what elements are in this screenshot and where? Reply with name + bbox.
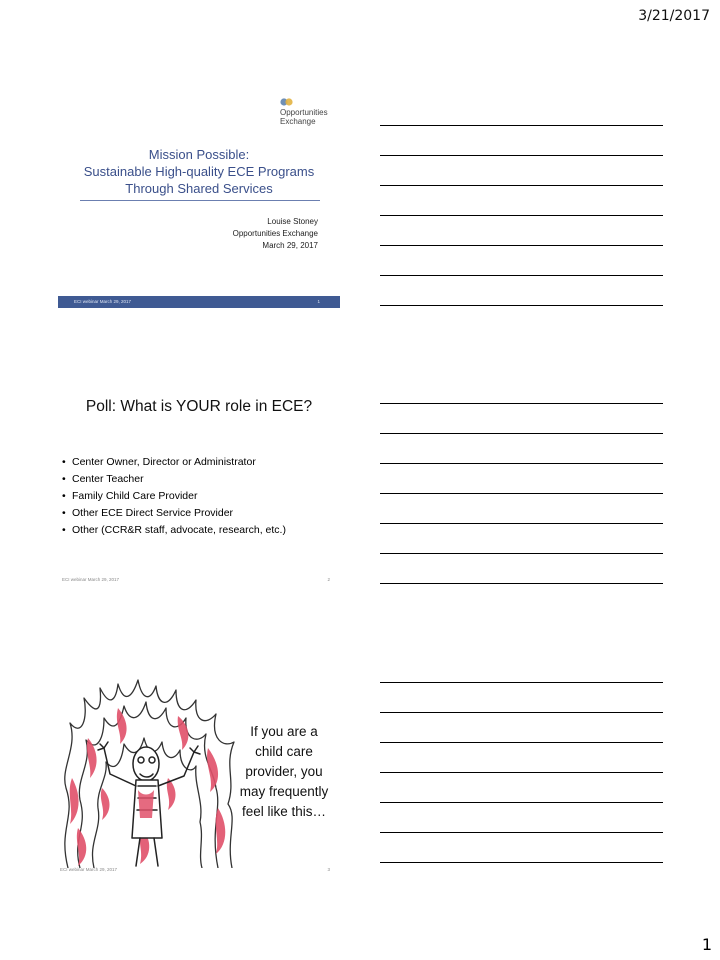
slide-1 bbox=[58, 88, 340, 310]
slide-3-text bbox=[234, 722, 334, 822]
text-line5: feel like this… bbox=[241, 804, 327, 819]
title-line1: Mission Possible: bbox=[148, 147, 250, 162]
list-item: • Center Teacher bbox=[62, 471, 286, 488]
list-item: • Center Owner, Director or Administrator bbox=[62, 454, 286, 471]
logo-line1: Opportunities bbox=[280, 108, 328, 117]
slide-2 bbox=[58, 384, 340, 606]
footer-slide-number: 2 bbox=[327, 577, 330, 582]
text-line1: If you are a bbox=[250, 724, 318, 739]
person-in-flames-illustration bbox=[58, 678, 240, 868]
presentation-date: March 29, 2017 bbox=[262, 241, 318, 250]
presenter-name: Louise Stoney bbox=[267, 217, 318, 226]
notes-lines-3 bbox=[380, 682, 663, 892]
slide-3 bbox=[58, 668, 340, 890]
notes-lines-1 bbox=[380, 125, 663, 335]
footer-left: ECI webinar March 29, 2017 bbox=[74, 299, 132, 304]
title-line2: Sustainable High-quality ECE Programs bbox=[83, 164, 315, 179]
presenter-info bbox=[233, 216, 318, 252]
role-bullet-list bbox=[62, 454, 286, 539]
title-divider bbox=[80, 200, 320, 201]
list-item: • Other ECE Direct Service Provider bbox=[62, 505, 286, 522]
list-item: • Family Child Care Provider bbox=[62, 488, 286, 505]
page-number: 1 bbox=[701, 935, 712, 954]
list-item: • Other (CCR&R staff, advocate, research, etc.) bbox=[62, 522, 286, 539]
logo-dots-icon bbox=[280, 98, 296, 106]
print-date: 3/21/2017 bbox=[638, 8, 710, 24]
footer-slide-number: 1 bbox=[317, 299, 320, 304]
text-line2: child care bbox=[255, 744, 313, 759]
title-line3: Through Shared Services bbox=[125, 181, 273, 196]
slide-2-title: Poll: What is YOUR role in ECE? bbox=[85, 398, 313, 415]
text-line3: provider, you bbox=[245, 764, 323, 779]
footer-slide-number: 3 bbox=[327, 867, 330, 872]
logo-line2: Exchange bbox=[280, 117, 316, 126]
text-line4: may frequently bbox=[239, 784, 329, 799]
footer-left: ECI webinar March 29, 2017 bbox=[60, 867, 118, 872]
slide-1-title bbox=[68, 146, 330, 197]
footer-left: ECI webinar March 29, 2017 bbox=[62, 577, 120, 582]
slide-1-footer bbox=[58, 296, 340, 308]
notes-lines-2 bbox=[380, 403, 663, 613]
presenter-organization: Opportunities Exchange bbox=[232, 229, 318, 238]
